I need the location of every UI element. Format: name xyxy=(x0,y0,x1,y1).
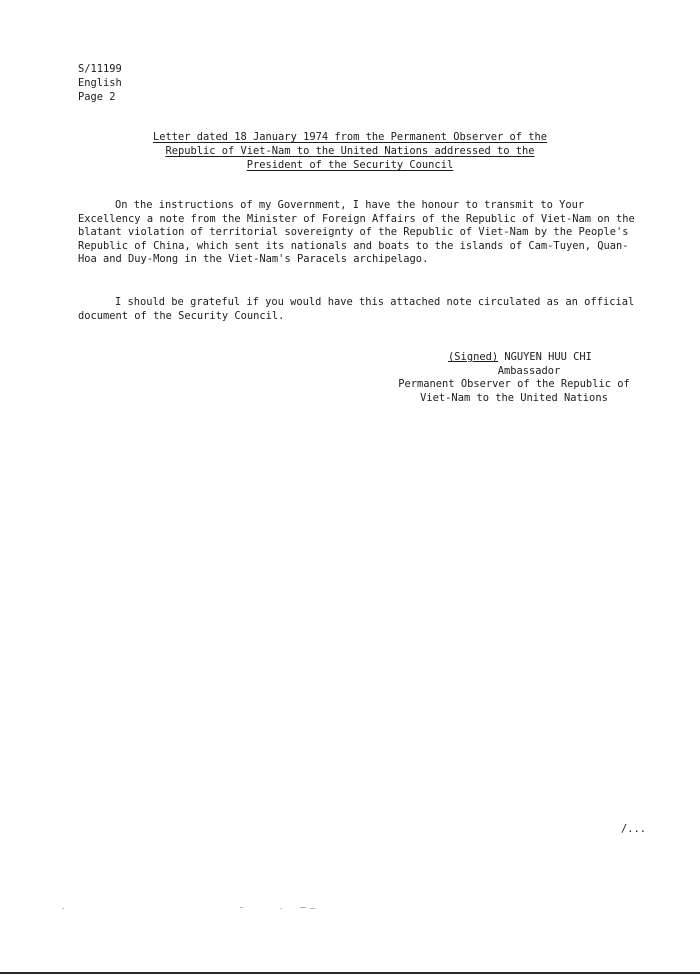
letter-title-line-3: President of the Security Council xyxy=(246,159,454,171)
signatory-office-line-1: Permanent Observer of the Republic of xyxy=(398,378,630,390)
document-language: English xyxy=(78,77,122,89)
signature-name-line xyxy=(380,351,648,365)
signed-label: (Signed) xyxy=(448,351,499,363)
signature-block xyxy=(380,351,648,405)
letter-title-line-2: Republic of Viet-Nam to the United Nations addressed to the xyxy=(165,145,535,157)
signatory-title: Ambassador xyxy=(497,364,561,377)
document-symbol-block xyxy=(78,62,122,104)
scan-noise-marks xyxy=(60,905,380,911)
letter-title xyxy=(100,130,600,172)
bottom-edge-line xyxy=(0,972,700,974)
page-number: Page 2 xyxy=(78,91,116,103)
body-paragraph-1: On the instructions of my Government, I have the honour to transmit to Your Excellency a note from the Minister of Foreign Affairs of the Republic of Viet-Nam on the blatant violation of territorial sovereignty of the Republic of Viet-Nam by the People's Republic of China, which sent its nationals and boats to the islands of Cam-Tuyen, Quan-Hoa and Duy-Mong in the Viet-Nam's Paracels archipelago. xyxy=(78,199,635,266)
signatory-name: NGUYEN HUU CHI xyxy=(504,351,592,363)
body-paragraph-2: I should be grateful if you would have this attached note circulated as an official document of the Security Council. xyxy=(78,296,635,322)
continuation-mark: /... xyxy=(621,823,647,835)
document-symbol: S/11199 xyxy=(78,63,122,75)
signatory-office-line-2: Viet-Nam to the United Nations xyxy=(420,391,608,404)
letter-title-line-1: Letter dated 18 January 1974 from the Permanent Observer of the xyxy=(152,131,548,143)
